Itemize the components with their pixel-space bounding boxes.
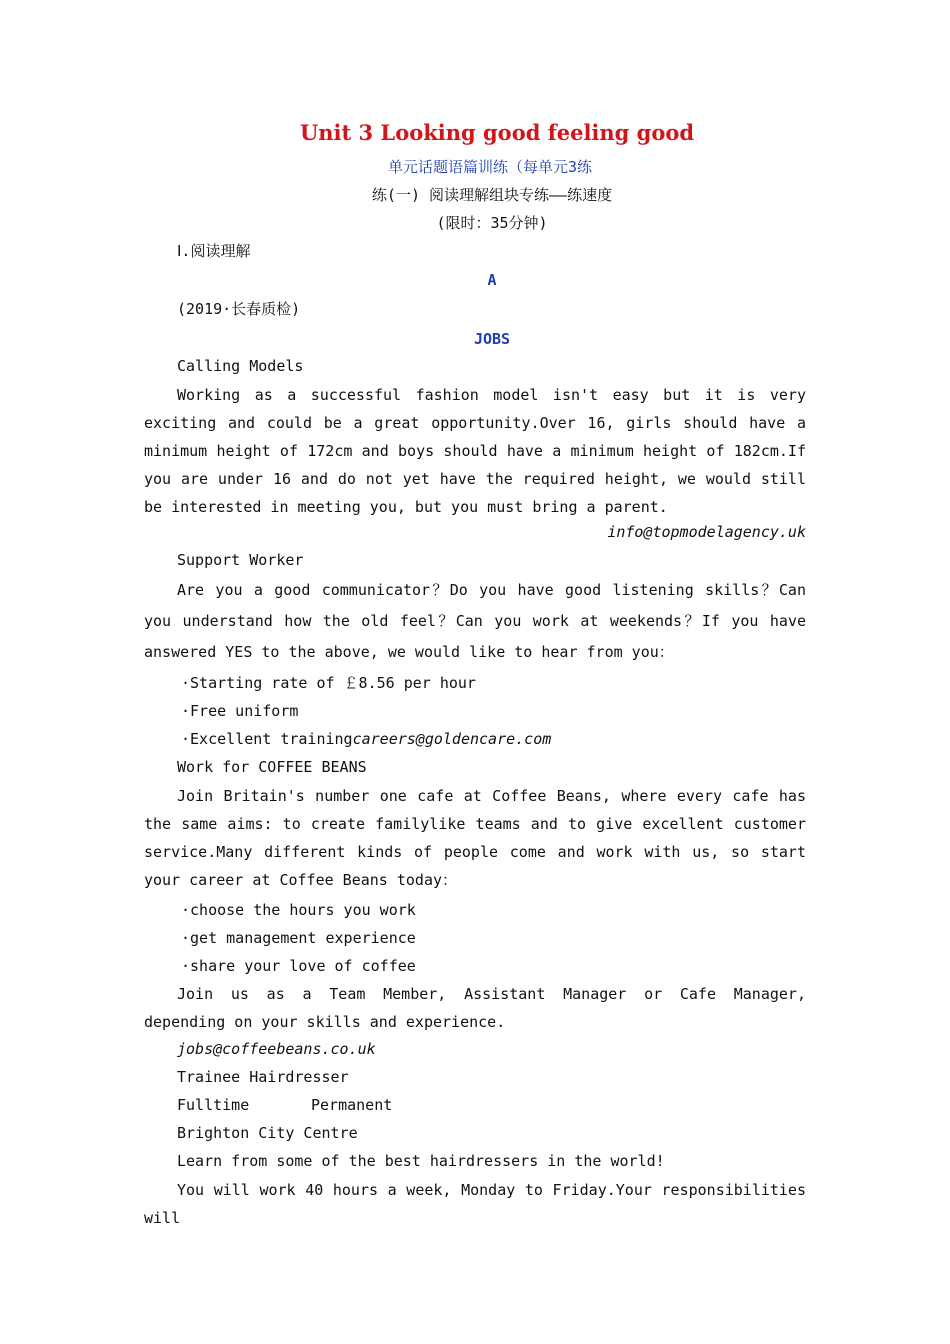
coffee-paragraph: Join Britain's number one cafe at Coffee Beans, where every cafe has the same aims: to create familylike teams and to give excellent customer service.Many different kinds of people come and work with us, so start your career at Coffee Beans today： [144,787,806,889]
support-heading: Support Worker [177,551,304,569]
unit-title: Unit 3 Looking good feeling good [299,120,695,145]
unit-subtitle: 单元话题语篇训练（每单元3练 [387,158,593,176]
models-paragraph: Working as a successful fashion model isn't easy but it is very exciting and could be a great opportunity.Over 16, girls should have a minimum height of 172cm and boys should have a minimum height of 182cm.If you are under 16 and do not yet have the required height, we would still be interested in meeting you, but you must bring a parent. [144,386,806,516]
coffee-roles-paragraph: Join us as a Team Member, Assistant Manager or Cafe Manager, depending on your skills and experience. [144,985,806,1031]
coffee-heading: Work for COFFEE BEANS [177,758,367,776]
support-bullet: ·Starting rate of ￡8.56 per hour [181,674,476,692]
models-email: info@topmodelagency.uk [607,523,806,541]
coffee-bullet: ·share your love of coffee [181,957,416,975]
hairdresser-type-permanent: Permanent [311,1096,393,1114]
models-heading: Calling Models [177,357,304,375]
source-note: (2019·长春质检) [177,300,301,318]
practice-heading: 练(一) 阅读理解组块专练——练速度 [371,186,613,204]
hairdresser-location: Brighton City Centre [177,1124,358,1142]
support-email: careers@goldencare.com [352,730,552,748]
part-label: A [487,271,497,289]
support-bullet-text: ·Excellent training [181,730,353,748]
hairdresser-tagline: Learn from some of the best hairdressers in the world! [177,1152,665,1170]
hairdresser-hours: You will work 40 hours a week, Monday to Friday.Your responsibilities will [144,1181,806,1227]
support-bullet [181,730,551,748]
hairdresser-type-fulltime: Fulltime [177,1096,250,1114]
coffee-email: jobs@coffeebeans.co.uk [177,1040,376,1058]
hairdresser-heading: Trainee Hairdresser [177,1068,349,1086]
coffee-bullet: ·choose the hours you work [181,901,416,919]
support-bullet: ·Free uniform [181,702,299,720]
support-paragraph: Are you a good communicator？Do you have good listening skills？Can you understand how the old feel？Can you work at weekends？If you have answered YES to the above, we would like to hear from you： [144,581,806,661]
time-limit: (限时：35分钟) [436,214,548,232]
passage-title: JOBS [473,330,511,348]
coffee-bullet: ·get management experience [181,929,416,947]
section-label: Ⅰ.阅读理解 [177,242,251,260]
